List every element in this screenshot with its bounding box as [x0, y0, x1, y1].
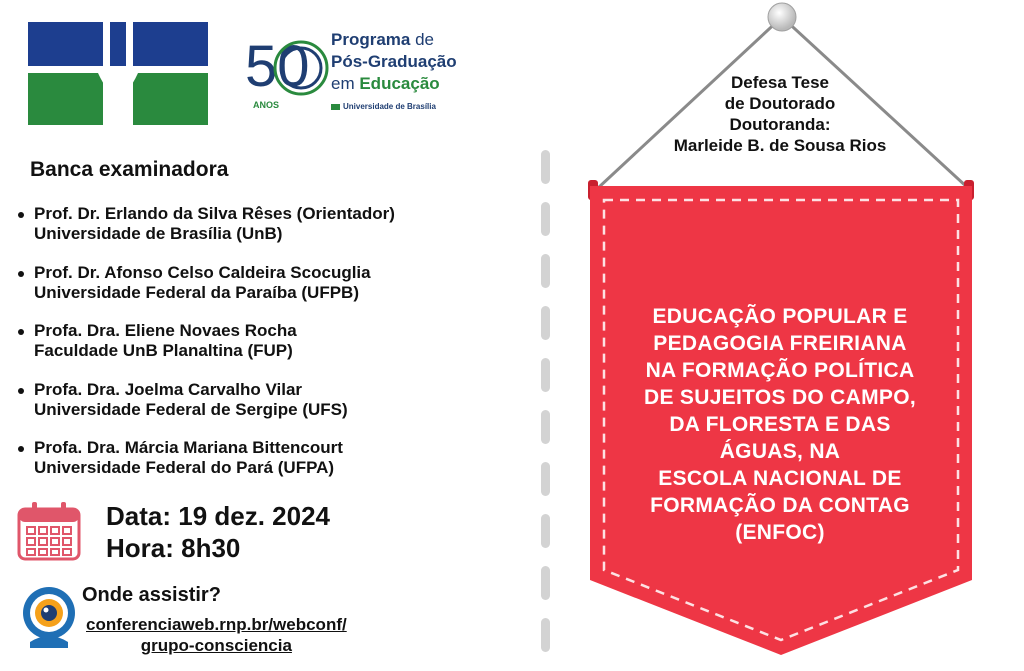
divider-dash — [541, 618, 550, 652]
ppge-logo — [243, 26, 463, 118]
watch-title: Onde assistir? — [82, 584, 221, 606]
conference-link-line2[interactable]: grupo-consciencia — [140, 636, 292, 655]
divider-dash — [541, 566, 550, 600]
member-affiliation: Faculdade UnB Planaltina (FUP) — [34, 341, 293, 360]
thesis-title-line: FORMAÇÃO DA CONTAG — [650, 494, 910, 517]
thesis-title-line: DE SUJEITOS DO CAMPO, — [644, 386, 916, 409]
divider-dash — [541, 306, 550, 340]
member-item — [14, 438, 395, 497]
member-affiliation: Universidade Federal de Sergipe (UFS) — [34, 399, 348, 419]
divider-dash — [541, 254, 550, 288]
banner-header — [600, 72, 960, 156]
banner-header-line: de Doutorado — [724, 94, 836, 113]
divider-dash — [541, 410, 550, 444]
event-date: Data: 19 dez. 2024 — [106, 501, 331, 531]
webcam-icon — [20, 586, 78, 650]
banner-header-line: Doutoranda: — [729, 115, 831, 134]
member-name: Profa. Dra. Joelma Carvalho Vilar — [34, 379, 303, 399]
ppge-line2: Pós-Graduação — [331, 52, 457, 71]
thesis-title-line: PEDAGOGIA FREIRIANA — [653, 332, 907, 355]
member-affiliation: Universidade Federal do Pará (UFPA) — [34, 458, 335, 477]
member-name: Prof. Dr. Erlando da Silva Rêses (Orientador) — [34, 204, 395, 223]
event-datetime — [106, 500, 330, 564]
thesis-title-line: DA FLORESTA E DAS — [669, 413, 891, 436]
pin-icon — [768, 3, 796, 31]
divider-dash — [541, 514, 550, 548]
event-time: Hora: 8h30 — [106, 533, 241, 563]
thesis-title-line: (ENFOC) — [735, 521, 825, 544]
conference-link[interactable] — [86, 614, 347, 656]
ppge-number: 50 — [245, 34, 310, 99]
ppge-line3: em Educação — [331, 74, 440, 93]
ppge-line1: Programa de — [331, 30, 435, 49]
member-item — [14, 380, 395, 439]
member-item — [14, 263, 395, 322]
members-list — [14, 204, 395, 497]
thesis-title-line: NA FORMAÇÃO POLÍTICA — [645, 359, 915, 382]
thesis-title — [600, 303, 960, 546]
unb-logo — [28, 22, 208, 125]
divider-dash — [541, 150, 550, 184]
divider-dash — [541, 462, 550, 496]
ppge-anos: ANOS — [253, 100, 280, 110]
member-affiliation: Universidade de Brasília (UnB) — [34, 224, 283, 243]
member-item — [14, 321, 395, 380]
member-affiliation: Universidade Federal da Paraíba (UFPB) — [34, 282, 359, 302]
member-name: Profa. Dra. Eliene Novaes Rocha — [34, 321, 297, 340]
divider-dash — [541, 358, 550, 392]
dashed-divider — [541, 150, 550, 670]
thesis-title-line: ÁGUAS, NA — [719, 440, 841, 463]
member-name: Prof. Dr. Afonso Celso Caldeira Scocuglia — [34, 262, 371, 282]
ppge-flag-icon — [331, 104, 340, 110]
member-item — [14, 204, 395, 263]
divider-dash — [541, 202, 550, 236]
conference-link-line1[interactable]: conferenciaweb.rnp.br/webconf/ — [86, 615, 347, 634]
banner-header-line: Defesa Tese — [731, 73, 829, 92]
calendar-icon — [16, 500, 82, 562]
banner-header-line: Marleide B. de Sousa Rios — [673, 136, 887, 155]
thesis-title-line: EDUCAÇÃO POPULAR E — [652, 305, 908, 328]
thesis-title-line: ESCOLA NACIONAL DE — [658, 467, 902, 490]
ppge-university: Universidade de Brasília — [343, 102, 436, 111]
banca-title: Banca examinadora — [30, 158, 229, 181]
ppge-50-emblem — [243, 26, 329, 118]
member-name: Profa. Dra. Márcia Mariana Bittencourt — [34, 438, 343, 457]
